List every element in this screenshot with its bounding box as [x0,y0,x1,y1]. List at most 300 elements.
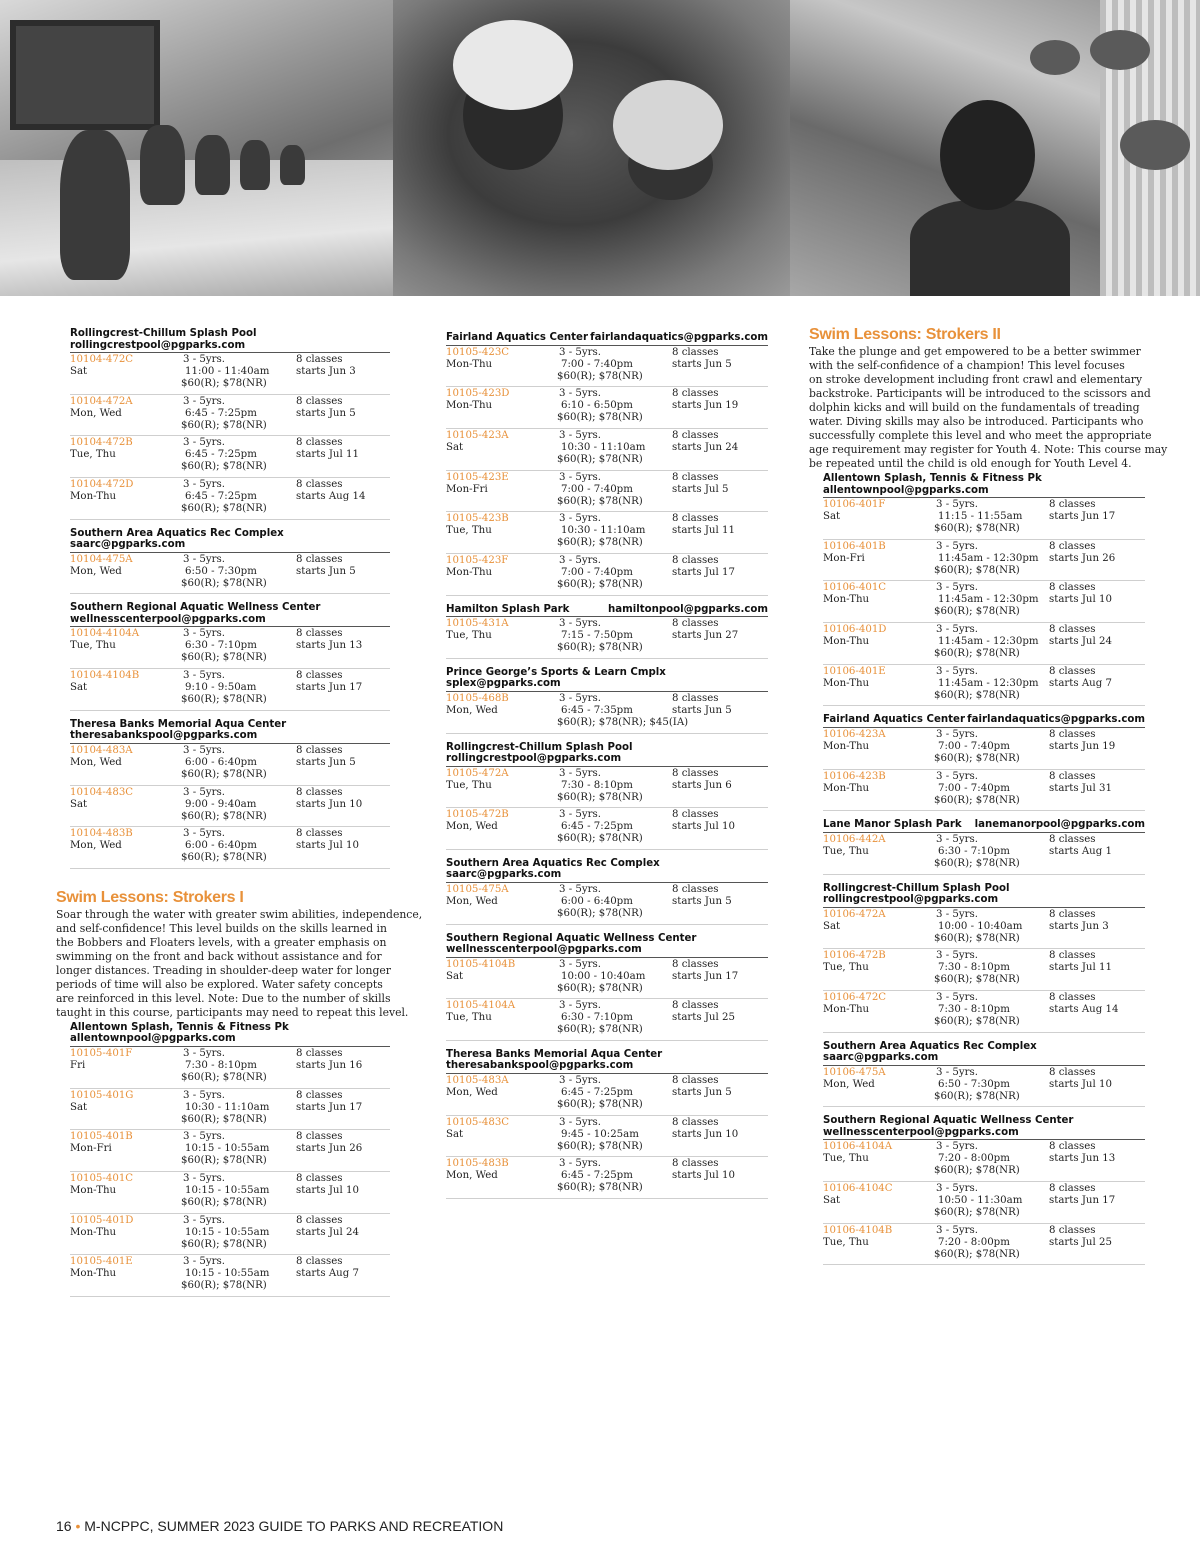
start-date: starts Jun 5 [672,358,732,370]
class-time: 6:45 - 7:25pm [561,821,633,833]
class-count: 8 classes [296,670,343,682]
class-days: Mon-Thu [70,491,117,503]
class-time: 6:10 - 6:50pm [561,400,633,412]
age-range: 3 - 5yrs. [936,665,978,677]
course-code: 10105-475A [446,883,509,895]
course-code: 10106-401F [823,499,886,510]
class-fee: $60(R); $78(NR) [557,982,643,994]
description-text [56,907,423,1020]
class-fee: $60(R); $78(NR) [934,1015,1020,1027]
class-fee: $60(R); $78(NR) [557,1024,643,1036]
class-time: 11:45am - 12:30pm [938,677,1039,689]
photo-kids-poolside [0,0,393,296]
location-header [446,856,768,883]
course-code: 10105-423A [446,429,509,441]
course-code: 10105-472B [446,809,509,821]
schedule-blocks-strokers-2 [809,471,1145,1271]
class-time: 6:45 - 7:25pm [185,449,257,461]
description-line: swimming on the front and back without assistance and for [56,949,382,963]
class-row [446,1074,768,1116]
class-time: 6:45 - 7:25pm [561,1086,633,1098]
course-code: 10104-472C [70,354,134,365]
class-days: Mon-Thu [823,636,870,648]
class-fee: $60(R); $78(NR) [557,453,643,465]
course-code: 10104-472A [70,395,133,407]
location-email[interactable]: allentownpool@pgparks.com [70,1033,236,1045]
course-code: 10106-401D [823,624,887,636]
class-days: Mon-Fri [70,1143,112,1155]
class-row [70,669,390,711]
class-days: Sat [446,1128,464,1140]
block-spacer [56,869,390,875]
class-row [70,786,390,828]
location-email[interactable]: saarc@pgparks.com [823,1052,939,1064]
location-email[interactable]: theresabankspool@pgparks.com [70,730,258,742]
age-range: 3 - 5yrs. [183,628,225,640]
class-count: 8 classes [296,437,343,449]
course-code: 10104-483A [70,744,133,756]
course-code: 10105-483C [446,1116,510,1128]
age-range: 3 - 5yrs. [559,1158,601,1170]
photo-float-ring [1030,40,1080,75]
location-email[interactable]: fairlandaquatics@pgparks.com [967,714,1145,726]
class-time: 10:15 - 10:55am [185,1184,270,1196]
class-row [446,617,768,659]
location-email[interactable]: lanemanorpool@pgparks.com [974,819,1145,831]
publication-title: M-NCPPC, SUMMER 2023 GUIDE TO PARKS AND RECREATION [84,1518,504,1534]
course-code: 10104-483B [70,828,133,840]
class-count: 8 classes [672,1000,719,1012]
start-date: starts Jul 10 [296,840,359,852]
start-date: starts Jun 5 [296,407,356,419]
age-range: 3 - 5yrs. [183,670,225,682]
class-time: 6:45 - 7:25pm [185,491,257,503]
course-code: 10105-423E [446,471,509,483]
class-fee: $60(R); $78(NR) [934,1206,1020,1218]
location-header [70,526,390,553]
class-time: 6:45 - 7:25pm [561,1170,633,1182]
start-date: starts Aug 7 [1049,677,1112,689]
location-email[interactable]: wellnesscenterpool@pgparks.com [446,944,642,956]
location-email[interactable]: saarc@pgparks.com [70,539,186,551]
start-date: starts Jun 3 [296,366,356,377]
class-count: 8 classes [672,429,719,441]
location-header [823,817,1145,833]
class-row [70,553,390,595]
class-days: Mon-Thu [446,358,493,370]
class-count: 8 classes [672,513,719,525]
class-time: 6:30 - 7:10pm [185,640,257,652]
class-time: 6:30 - 7:10pm [561,1012,633,1024]
class-row [446,767,768,809]
class-row [70,1172,390,1214]
class-fee: $60(R); $78(NR) [934,689,1020,701]
class-days: Mon-Thu [70,1184,117,1196]
class-days: Mon-Fri [446,483,488,495]
course-code: 10105-483A [446,1074,509,1086]
photo-child [280,145,305,185]
start-date: starts Aug 14 [296,491,366,503]
start-date: starts Jun 16 [296,1059,363,1071]
class-days: Mon-Thu [823,740,870,752]
location-email[interactable]: hamiltonpool@pgparks.com [608,603,768,615]
location-header [446,330,768,346]
class-days: Sat [70,682,88,694]
course-code: 10105-472A [446,767,509,779]
class-fee: $60(R); $78(NR) [181,461,267,473]
class-time: 7:00 - 7:40pm [561,483,633,495]
class-fee: $60(R); $78(NR) [557,1140,643,1152]
photo-float-ring [1120,120,1190,170]
class-days: Mon, Wed [70,840,122,852]
class-days: Sat [446,441,464,453]
class-days: Fri [70,1059,86,1071]
photo-strip [0,0,1200,296]
class-row [446,999,768,1041]
start-date: starts Jul 11 [296,449,359,461]
class-fee: $60(R); $78(NR) [181,1238,267,1250]
course-code: 10106-401C [823,582,887,594]
course-code: 10106-472A [823,908,886,920]
description-line: Soar through the water with greater swim abilities, independence, [56,907,423,921]
class-days: Mon, Wed [446,821,498,833]
location-name: Theresa Banks Memorial Aqua Center [70,718,287,730]
class-count: 8 classes [296,479,343,491]
location-email[interactable]: theresabankspool@pgparks.com [446,1060,634,1072]
course-code: 10106-4104B [823,1224,893,1236]
class-fee: $60(R); $78(NR) [181,1196,267,1208]
class-days: Mon, Wed [446,704,498,716]
age-range: 3 - 5yrs. [183,437,225,449]
start-date: starts Jun 5 [672,704,732,716]
class-days: Mon, Wed [70,565,122,577]
photo-child [140,125,185,205]
class-days: Mon, Wed [70,756,122,768]
location-header [70,600,390,627]
start-date: starts Aug 7 [296,1268,359,1280]
class-time: 9:45 - 10:25am [561,1128,639,1140]
section-description-strokers-2 [809,345,1168,471]
class-count: 8 classes [1049,770,1096,782]
start-date: starts Jul 10 [672,821,735,833]
course-code: 10105-431A [446,618,509,630]
course-code: 10104-472D [70,479,134,491]
course-code: 10104-472B [70,437,133,449]
block-spacer [432,1199,768,1205]
location-name: Southern Regional Aquatic Wellness Center [446,932,697,944]
class-time: 6:30 - 7:10pm [938,845,1010,857]
age-range: 3 - 5yrs. [559,554,601,566]
location-name: Allentown Splash, Tennis & Fitness Pk [70,1021,289,1033]
location-email[interactable]: rollingcrestpool@pgparks.com [446,753,622,764]
class-count: 8 classes [672,1116,719,1128]
class-count: 8 classes [296,1214,343,1226]
class-time: 6:50 - 7:30pm [938,1078,1010,1090]
class-fee: $60(R); $78(NR) [181,1155,267,1167]
class-row [446,512,768,554]
class-days: Sat [70,366,88,377]
class-time: 10:50 - 11:30am [938,1194,1023,1206]
location-email[interactable]: wellnesscenterpool@pgparks.com [823,1126,1019,1138]
class-row [823,1182,1145,1224]
description-line: with the self-confidence of a champion! This level focuses [809,359,1125,372]
course-code: 10106-442A [823,833,886,845]
class-fee: $60(R); $78(NR) [557,537,643,549]
course-code: 10105-401G [70,1089,134,1101]
class-count: 8 classes [296,1089,343,1101]
photo-swim-cap [613,80,723,170]
description-line: age requirement may register for Youth 4. Note: This course may [809,443,1168,456]
class-days: Mon-Thu [70,1226,117,1238]
age-range: 3 - 5yrs. [183,744,225,756]
start-date: starts Aug 1 [1049,845,1112,857]
class-row [70,1047,390,1089]
course-code: 10106-472C [823,991,887,1003]
start-date: starts Jun 17 [296,682,363,694]
location-name: Southern Area Aquatics Rec Complex [446,857,660,869]
class-row [446,387,768,429]
age-range: 3 - 5yrs. [183,1172,225,1184]
class-count: 8 classes [296,1047,343,1059]
class-count: 8 classes [1049,833,1096,845]
start-date: starts Jul 10 [1049,1078,1112,1090]
location-name: Southern Area Aquatics Rec Complex [70,527,284,539]
start-date: starts Jul 10 [1049,594,1112,606]
location-header [70,326,390,353]
class-fee: $60(R); $78(NR) [934,1248,1020,1260]
class-fee: $60(R); $78(NR) [181,419,267,431]
course-code: 10104-475A [70,553,133,565]
class-fee: $60(R); $78(NR) [557,412,643,424]
course-code: 10105-401D [70,1214,134,1226]
class-days: Mon-Thu [446,566,493,578]
class-count: 8 classes [672,618,719,630]
location-name: Prince George’s Sports & Learn Cmplx [446,666,666,678]
start-date: starts Jun 10 [672,1128,739,1140]
description-line: periods of time will also be explored. Water safety concepts [56,977,383,991]
start-date: starts Jul 17 [672,566,735,578]
course-code: 10104-4104B [70,670,140,682]
location-name: Lane Manor Splash Park [823,819,962,831]
start-date: starts Jun 19 [1049,740,1116,752]
course-code: 10105-401B [70,1131,133,1143]
class-row [70,353,390,395]
schedule-blocks-strokers-1 [56,1020,390,1303]
location-email[interactable]: wellnesscenterpool@pgparks.com [70,613,266,625]
class-row [823,1224,1145,1266]
class-time: 11:45am - 12:30pm [938,636,1039,648]
location-name: Theresa Banks Memorial Aqua Center [446,1048,663,1060]
start-date: starts Jul 25 [1049,1236,1112,1248]
class-count: 8 classes [296,1256,343,1268]
class-time: 6:45 - 7:35pm [561,704,633,716]
class-time: 11:00 - 11:40am [185,366,270,377]
location-header [823,1113,1145,1140]
description-line: on stroke development including front crawl and elementary [809,373,1143,386]
class-count: 8 classes [1049,1224,1096,1236]
start-date: starts Jun 6 [672,779,732,791]
age-range: 3 - 5yrs. [559,1000,601,1012]
location-header [70,1020,390,1047]
class-days: Mon, Wed [446,1170,498,1182]
class-time: 6:00 - 6:40pm [561,895,633,907]
class-count: 8 classes [672,767,719,779]
class-row [823,498,1145,540]
start-date: starts Jul 24 [1049,636,1112,648]
class-time: 7:30 - 8:10pm [938,1003,1010,1015]
age-range: 3 - 5yrs. [559,767,601,779]
age-range: 3 - 5yrs. [183,828,225,840]
class-time: 6:45 - 7:25pm [185,407,257,419]
age-range: 3 - 5yrs. [183,1214,225,1226]
class-fee: $60(R); $78(NR) [557,907,643,919]
class-days: Mon, Wed [823,1078,875,1090]
start-date: starts Jun 5 [296,565,356,577]
class-days: Tue, Thu [446,525,492,537]
age-range: 3 - 5yrs. [183,786,225,798]
start-date: starts Jun 3 [1049,920,1109,932]
class-time: 10:15 - 10:55am [185,1143,270,1155]
course-code: 10106-4104C [823,1182,893,1194]
age-range: 3 - 5yrs. [936,1066,978,1078]
class-row [70,744,390,786]
course-code: 10104-483C [70,786,134,798]
age-range: 3 - 5yrs. [936,833,978,845]
age-range: 3 - 5yrs. [559,618,601,630]
location-email[interactable]: rollingcrestpool@pgparks.com [70,339,246,351]
description-line: water. Diving skills may also be introduced. Participants who [809,415,1144,428]
schedule-blocks-strokers-1-cont [432,330,768,1205]
class-fee: $60(R); $78(NR) [557,370,643,382]
age-range: 3 - 5yrs. [559,388,601,400]
location-email[interactable]: allentownpool@pgparks.com [823,484,989,496]
class-fee: $60(R); $78(NR); $45(IA) [557,716,689,728]
class-count: 8 classes [296,1131,343,1143]
class-time: 10:15 - 10:55am [185,1268,270,1280]
class-time: 10:30 - 11:10am [561,525,646,537]
class-time: 7:20 - 8:00pm [938,1236,1010,1248]
age-range: 3 - 5yrs. [183,1047,225,1059]
class-fee: $60(R); $78(NR) [934,752,1020,764]
age-range: 3 - 5yrs. [936,908,978,920]
course-code: 10104-4104A [70,628,140,640]
location-name: Allentown Splash, Tennis & Fitness Pk [823,473,1042,484]
class-count: 8 classes [672,471,719,483]
location-header [823,881,1145,908]
class-count: 8 classes [296,786,343,798]
description-line: and self-confidence! This level builds on the skills learned in [56,921,387,935]
class-count: 8 classes [296,828,343,840]
class-row [823,1066,1145,1108]
class-days: Tue, Thu [823,962,869,974]
class-days: Mon, Wed [70,407,122,419]
class-days: Tue, Thu [70,449,116,461]
location-email[interactable]: splex@pgparks.com [446,678,561,690]
photo-swim-cap [453,20,573,110]
class-count: 8 classes [1049,582,1096,594]
class-row [70,478,390,520]
column-3 [809,326,1168,1271]
description-line: successfully complete this level and who meet the appropriate [809,429,1152,442]
start-date: starts Jul 10 [296,1184,359,1196]
class-fee: $60(R); $78(NR) [181,768,267,780]
footer-bullet: • [75,1518,81,1534]
location-name: Rollingcrest-Chillum Splash Pool [823,882,1010,894]
class-time: 6:50 - 7:30pm [185,565,257,577]
class-days: Tue, Thu [823,845,869,857]
class-fee: $60(R); $78(NR) [934,974,1020,986]
description-text [809,345,1168,471]
photo-door [10,20,160,130]
class-time: 11:45am - 12:30pm [938,594,1039,606]
class-days: Sat [70,1101,88,1113]
class-count: 8 classes [672,692,719,704]
class-days: Sat [446,970,464,982]
age-range: 3 - 5yrs. [936,728,978,740]
class-time: 7:15 - 7:50pm [561,630,633,642]
photo-child [60,130,130,280]
class-count: 8 classes [296,744,343,756]
class-time: 6:00 - 6:40pm [185,840,257,852]
start-date: starts Jul 31 [1049,782,1112,794]
class-count: 8 classes [672,1074,719,1086]
age-range: 3 - 5yrs. [559,346,601,358]
schedule-blocks-strokers-prev [56,326,390,875]
class-row [823,991,1145,1033]
age-range: 3 - 5yrs. [936,1141,978,1153]
start-date: starts Jun 17 [672,970,739,982]
age-range: 3 - 5yrs. [183,479,225,491]
class-count: 8 classes [1049,908,1096,920]
start-date: starts Aug 14 [1049,1003,1119,1015]
class-time: 6:00 - 6:40pm [185,756,257,768]
location-email[interactable]: rollingcrestpool@pgparks.com [823,894,999,905]
class-time: 7:30 - 8:10pm [185,1059,257,1071]
location-email[interactable]: saarc@pgparks.com [446,869,562,881]
age-range: 3 - 5yrs. [183,1089,225,1101]
course-code: 10105-483B [446,1158,509,1170]
class-time: 9:10 - 9:50am [185,682,257,694]
age-range: 3 - 5yrs. [183,354,225,365]
class-days: Mon-Thu [446,400,493,412]
class-count: 8 classes [296,553,343,565]
class-count: 8 classes [296,354,343,365]
class-fee: $60(R); $78(NR) [934,932,1020,944]
class-time: 7:00 - 7:40pm [561,566,633,578]
location-email[interactable]: fairlandaquatics@pgparks.com [590,332,768,343]
class-fee: $60(R); $78(NR) [934,794,1020,806]
class-time: 10:30 - 11:10am [561,441,646,453]
class-count: 8 classes [1049,665,1096,677]
class-row [70,1089,390,1131]
class-fee: $60(R); $78(NR) [181,652,267,664]
class-fee: $60(R); $78(NR) [557,833,643,845]
class-row [823,833,1145,875]
class-fee: $60(R); $78(NR) [934,1165,1020,1177]
class-count: 8 classes [1049,1141,1096,1153]
photo-child-head [940,100,1035,210]
class-fee: $60(R); $78(NR) [557,791,643,803]
class-count: 8 classes [672,958,719,970]
class-row [446,554,768,596]
start-date: starts Jun 10 [296,798,363,810]
photo-float-ring [1090,30,1150,70]
class-time: 10:00 - 10:40am [561,970,646,982]
age-range: 3 - 5yrs. [559,1116,601,1128]
block-spacer [809,1265,1145,1271]
class-count: 8 classes [672,883,719,895]
class-days: Mon, Wed [446,895,498,907]
